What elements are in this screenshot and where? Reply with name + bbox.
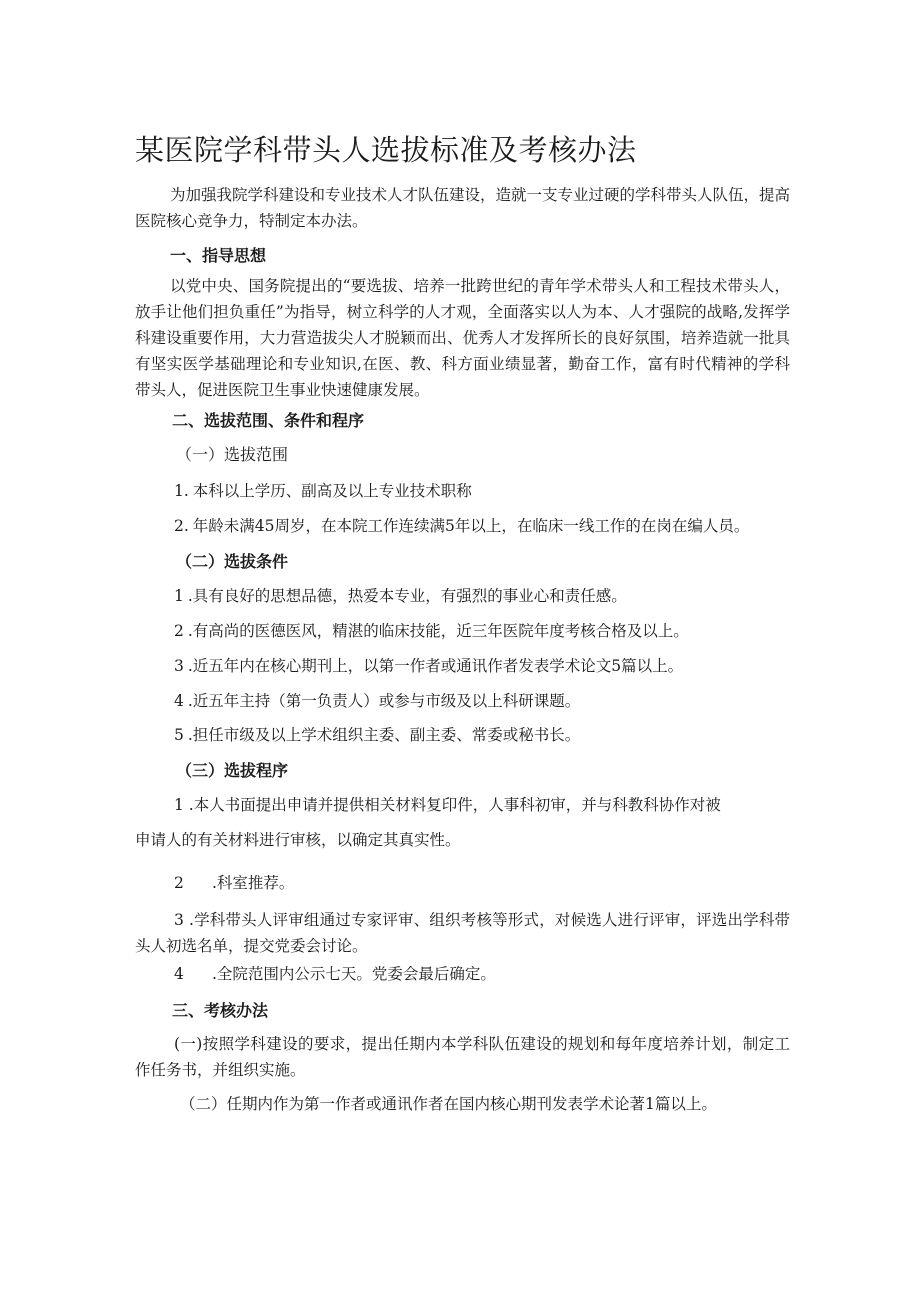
conditions-item-2-text: .有高尚的医德医风，精湛的临床技能，近三年医院年度考核合格及以上。 xyxy=(187,622,689,640)
conditions-item-4 xyxy=(174,689,580,711)
procedure-item-1-line1: 1 .本人书面提出申请并提供相关材料复印件，人事科初审，并与科教科协作对被 xyxy=(174,796,721,814)
scope-item-2 xyxy=(174,514,749,536)
procedure-heading: （三）选拔程序 xyxy=(176,761,289,780)
section2-heading: 二、选拔范围、条件和程序 xyxy=(172,411,365,430)
procedure-item-3: 3 .学科带头人评审组通过专家评审、组织考核等形式，对候选人进行评审，评选出学科带头人初选名单，提交党委会讨论。 xyxy=(135,911,790,955)
conditions-item-5-num: 5 xyxy=(174,726,184,744)
conditions-item-2 xyxy=(174,619,689,641)
conditions-item-1 xyxy=(174,584,627,606)
procedure-item-4 xyxy=(174,962,496,984)
conditions-item-2-num: 2 xyxy=(174,622,184,640)
scope-item-2-text: 年龄未满45周岁，在本院工作连续满5年以上，在临床一线工作的在岗在编人员。 xyxy=(192,517,750,535)
document-title: 某医院学科带头人选拔标准及考核办法 xyxy=(135,133,637,167)
procedure-item-4-num: 4 xyxy=(174,965,184,983)
conditions-heading: （二）选拔条件 xyxy=(176,552,289,571)
conditions-item-5-text: .担任市级及以上学术组织主委、副主委、常委或秘书长。 xyxy=(187,726,581,744)
procedure-item-2 xyxy=(174,871,294,893)
procedure-item-4-text: .全院范围内公示七天。党委会最后确定。 xyxy=(212,965,496,983)
section3-item-1: (一)按照学科建设的要求，提出任期内本学科队伍建设的规划和每年度培养计划，制定工作任务书，并组织实施。 xyxy=(135,1035,790,1079)
section1-body: 以党中央、国务院提出的“要选拔、培养一批跨世纪的青年学术带头人和工程技术带头人，放手让他们担负重任”为指导，树立科学的人才观，全面落实以人为本、人才强院的战略,发挥学科建设重要作用，大力营造拔尖人才脱颖而出、优秀人才发挥所长的良好氛围，培养造就一批具有坚实医学基础理论和专业知识,在医、教、科方面业绩显著，勤奋工作，富有时代精神的学科带头人，促进医院卫生事业快速健康发展。 xyxy=(135,277,790,399)
scope-item-2-num: 2. xyxy=(174,517,189,535)
scope-item-1-num: 1. xyxy=(174,482,189,500)
scope-heading: （一）选拔范围 xyxy=(176,445,289,464)
conditions-item-1-text: .具有良好的思想品德，热爱本专业，有强烈的事业心和责任感。 xyxy=(187,587,627,605)
conditions-item-4-text: .近五年主持（第一负责人）或参与市级及以上科研课题。 xyxy=(187,692,581,710)
scope-item-1 xyxy=(174,479,472,501)
conditions-item-5 xyxy=(174,723,580,745)
conditions-item-3-num: 3 xyxy=(174,657,184,675)
conditions-item-4-num: 4 xyxy=(174,692,184,710)
procedure-item-2-text: .科室推荐。 xyxy=(212,874,295,892)
conditions-item-3-text: .近五年内在核心期刊上，以第一作者或通讯作者发表学术论文5篇以上。 xyxy=(187,657,684,675)
scope-item-1-text: 本科以上学历、副高及以上专业技术职称 xyxy=(192,482,472,500)
intro-paragraph: 为加强我院学科建设和专业技术人才队伍建设，造就一支专业过硬的学科带头人队伍，提高医院核心竞争力，特制定本办法。 xyxy=(135,186,791,230)
section3-heading: 三、考核办法 xyxy=(172,1001,269,1020)
procedure-item-1-line2: 申请人的有关材料进行审核，以确定其真实性。 xyxy=(135,831,461,849)
section3-item-2: （二）任期内作为第一作者或通讯作者在国内核心期刊发表学术论著1篇以上。 xyxy=(180,1095,717,1113)
section1-heading: 一、指导思想 xyxy=(170,246,267,265)
conditions-item-3 xyxy=(174,654,683,676)
procedure-item-2-num: 2 xyxy=(174,874,184,892)
conditions-item-1-num: 1 xyxy=(174,587,184,605)
